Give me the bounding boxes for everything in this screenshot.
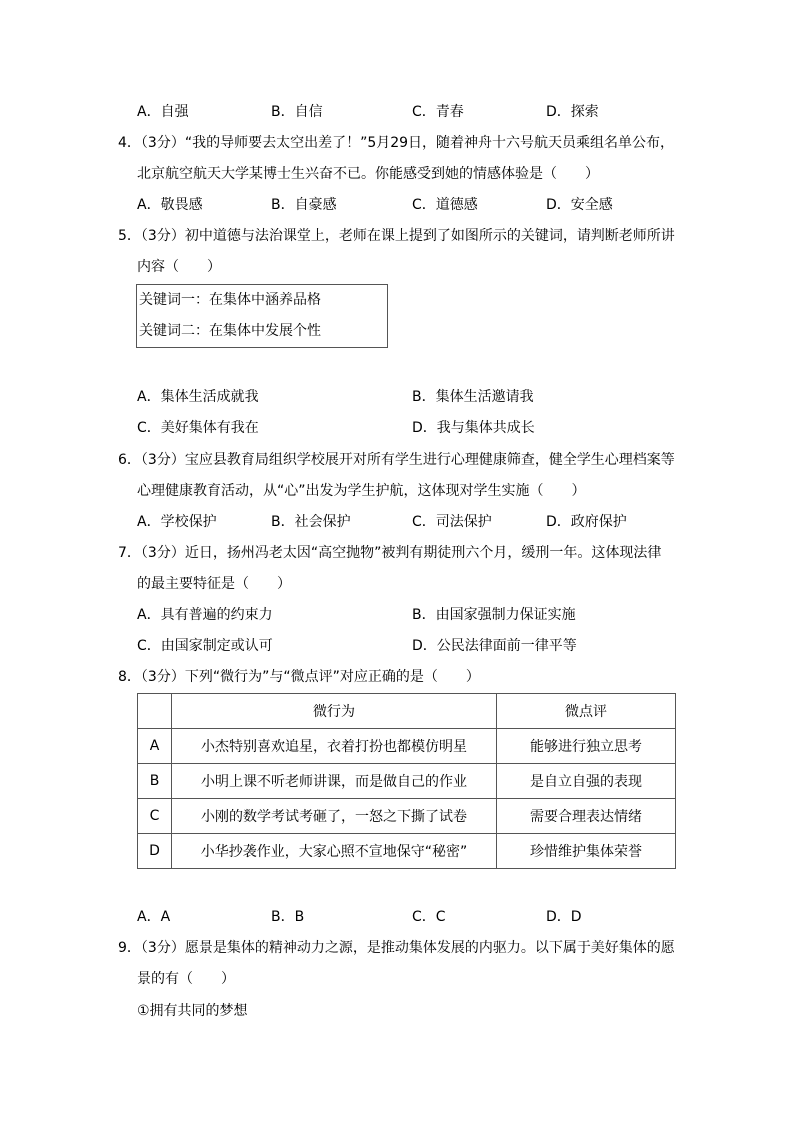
q5-stem-line1: 5．（3分）初中道德与法治课堂上，老师在课上提到了如图所示的关键词，请判断老师所讲: [118, 228, 675, 244]
q7-option-b: B．由国家强制力保证实施: [412, 607, 576, 623]
q9-stem-line1: 9．（3分）愿景是集体的精神动力之源，是推动集体发展的内驱力。以下属于美好集体的愿: [118, 940, 675, 956]
q4-stem-line2: 北京航空航天大学某博士生兴奋不已。你能感受到她的情感体验是（ ）: [137, 166, 599, 182]
q4-option-b: B．自豪感: [271, 197, 337, 213]
table-header-cell: [138, 694, 172, 729]
table-row: [138, 764, 676, 799]
q7-option-d: D．公民法律面前一律平等: [412, 638, 577, 654]
q4-option-c: C．道德感: [412, 197, 478, 213]
table-cell-comment: 珍惜维护集体荣誉: [497, 834, 676, 869]
q9-stem-line2: 景的有（ ）: [137, 971, 235, 987]
table-header-row: [138, 694, 676, 729]
q5-keyword-1: 关键词一：在集体中涵养品格: [139, 292, 321, 308]
q7-stem-line2: 的最主要特征是（ ）: [137, 576, 291, 592]
q7-option-c: C．由国家制定或认可: [137, 638, 273, 654]
table-cell-behavior: 小刚的数学考试考砸了，一怒之下撕了试卷: [172, 799, 497, 834]
table-header-cell: 微点评: [497, 694, 676, 729]
table-row: [138, 799, 676, 834]
table-row: [138, 729, 676, 764]
q4-stem-line1: 4．（3分）“我的导师要去太空出差了！”5月29日，随着神舟十六号航天员乘组名单公布，: [118, 135, 675, 151]
table-cell-label: B: [138, 764, 172, 799]
q5-keyword-box: [136, 284, 388, 348]
q5-option-a: A．集体生活成就我: [137, 389, 259, 405]
q5-option-d: D．我与集体共成长: [412, 420, 535, 436]
q6-option-b: B．社会保护: [271, 514, 351, 530]
q5-option-c: C．美好集体有我在: [137, 420, 259, 436]
q3-option-c: C．青春: [412, 104, 464, 120]
q6-option-c: C．司法保护: [412, 514, 492, 530]
table-cell-behavior: 小杰特别喜欢追星，衣着打扮也都模仿明星: [172, 729, 497, 764]
q7-stem-line1: 7．（3分）近日，扬州冯老太因“高空抛物”被判有期徒刑六个月，缓刑一年。这体现法律: [118, 545, 662, 561]
q7-option-a: A．具有普遍的约束力: [137, 607, 273, 623]
q3-option-a: A．自强: [137, 104, 189, 120]
q8-stem-line1: 8．（3分）下列“微行为”与“微点评”对应正确的是（ ）: [118, 669, 480, 685]
table-header-cell: 微行为: [172, 694, 497, 729]
q8-option-a: A．A: [137, 909, 171, 925]
q3-option-b: B．自信: [271, 104, 323, 120]
q8-table: [137, 693, 676, 869]
q6-stem-line1: 6．（3分）宝应县教育局组织学校展开对所有学生进行心理健康筛查，健全学生心理档案等: [118, 452, 675, 468]
table-cell-label: C: [138, 799, 172, 834]
table-cell-behavior: 小华抄袭作业，大家心照不宣地保守“秘密”: [172, 834, 497, 869]
q8-option-b: B．B: [271, 909, 305, 925]
q4-option-d: D．安全感: [546, 197, 613, 213]
q9-item-1: ①拥有共同的梦想: [137, 1003, 248, 1019]
table-cell-label: A: [138, 729, 172, 764]
q3-option-d: D．探索: [546, 104, 599, 120]
q4-option-a: A．敬畏感: [137, 197, 203, 213]
table-cell-comment: 能够进行独立思考: [497, 729, 676, 764]
table-row: [138, 834, 676, 869]
q5-stem-line2: 内容（ ）: [137, 259, 221, 275]
q5-keyword-2: 关键词二：在集体中发展个性: [139, 323, 321, 339]
q6-option-a: A．学校保护: [137, 514, 217, 530]
table-cell-behavior: 小明上课不听老师讲课，而是做自己的作业: [172, 764, 497, 799]
q8-option-c: C．C: [412, 909, 446, 925]
q8-option-d: D．D: [546, 909, 582, 925]
q5-option-b: B．集体生活邀请我: [412, 389, 534, 405]
table-cell-comment: 是自立自强的表现: [497, 764, 676, 799]
table-cell-label: D: [138, 834, 172, 869]
q6-stem-line2: 心理健康教育活动，从“心”出发为学生护航，这体现对学生实施（ ）: [137, 483, 586, 499]
q6-option-d: D．政府保护: [546, 514, 627, 530]
table-cell-comment: 需要合理表达情绪: [497, 799, 676, 834]
